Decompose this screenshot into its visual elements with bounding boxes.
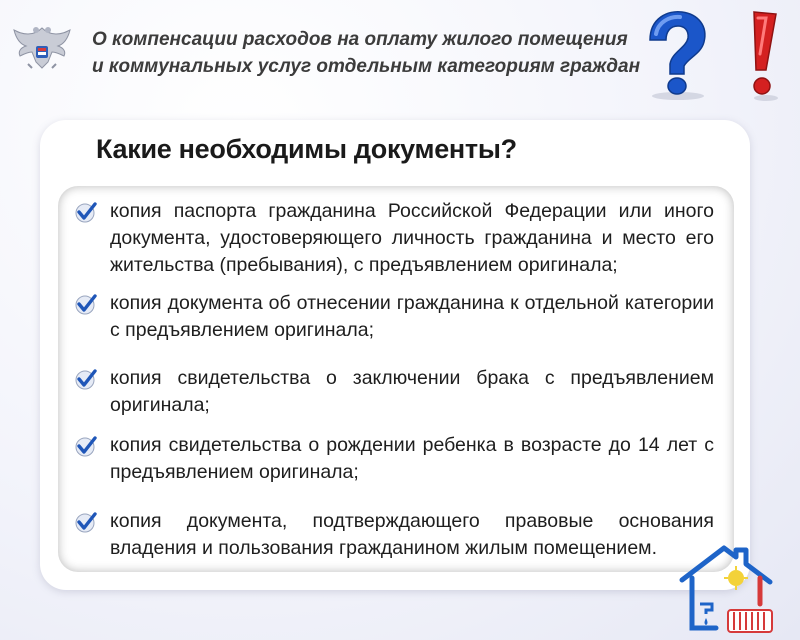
documents-panel <box>40 120 750 590</box>
list-item-text: копия документа об отнесении гражданина к отдельной категории с предъявлением оригинала; <box>110 292 714 341</box>
checkmark-icon <box>74 434 98 458</box>
checkmark-icon <box>74 367 98 391</box>
checkmark-icon <box>74 510 98 534</box>
list-item-text: копия свидетельства о заключении брака с предъявлением оригинала; <box>110 367 714 416</box>
title-line-2: и коммунальных услуг отдельным категориям граждан <box>92 56 641 77</box>
list-item-text: копия свидетельства о рождении ребенка в возрасте до 14 лет с предъявлением оригинала; <box>110 434 714 483</box>
checkmark-icon <box>74 200 98 224</box>
exclamation-mark-icon <box>754 12 776 94</box>
question-mark-icon <box>650 12 705 94</box>
panel-title: Какие необходимы документы? <box>96 134 517 164</box>
checkmark-icon <box>74 292 98 316</box>
question-exclamation-decoration <box>626 4 786 104</box>
house-utilities-icon <box>676 544 786 636</box>
page-title <box>92 26 652 80</box>
documents-list <box>58 186 734 572</box>
eagle-emblem-icon <box>10 18 74 82</box>
list-item-text: копия документа, подтверждающего правовые основания владения и пользования гражданином жилым помещением. <box>110 510 714 559</box>
title-line-1: О компенсации расходов на оплату жилого помещения <box>92 29 628 50</box>
list-item-text: копия паспорта гражданина Российской Федерации или иного документа, удостоверяющего личность гражданина и место его жительства (пребывания), с предъявлением оригинала; <box>110 200 714 276</box>
